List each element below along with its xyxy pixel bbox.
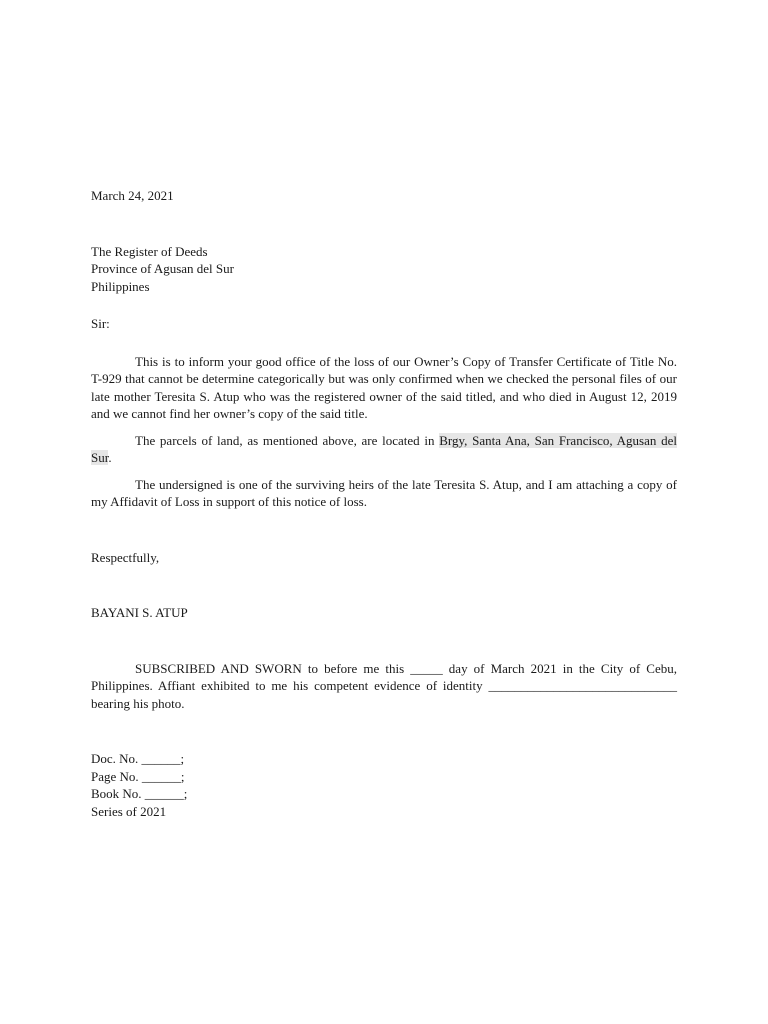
spacer: [91, 511, 677, 549]
spacer: [91, 205, 677, 243]
body-paragraph-1: This is to inform your good office of the loss of our Owner’s Copy of Transfer Certificate of Title No. T-929 that cannot be determine categorically but was only confirmed when we checked the personal files of our late mother Teresita S. Atup who was the registered owner of the said titled, and who died in August 12, 2019 and we cannot find her owner’s copy of the said title.: [91, 353, 677, 421]
jurat-paragraph: SUBSCRIBED AND SWORN to before me this _____ day of March 2021 in the City of Cebu, Philippines. Affiant exhibited to me his competent evidence of identity _____________________________ bearing his photo.: [91, 660, 677, 711]
addressee-line-1: The Register of Deeds: [91, 243, 208, 259]
letter-date: March 24, 2021: [91, 188, 174, 203]
spacer: [91, 566, 677, 604]
paragraph-2-lead: The parcels of land, as mentioned above, are located in: [135, 432, 440, 448]
paragraph-2-tail: .: [108, 450, 112, 465]
addressee-block: [91, 243, 677, 296]
notarial-register: [91, 750, 677, 820]
spacer: [91, 423, 677, 432]
letter-document: [91, 187, 677, 820]
spacer: [91, 333, 677, 353]
spacer: [91, 295, 677, 315]
spacer: [91, 712, 677, 750]
addressee-line-2: Province of Agusan del Sur: [91, 261, 234, 276]
signatory-name: BAYANI S. ATUP: [91, 605, 188, 620]
spacer: [91, 622, 677, 660]
doc-no: Doc. No. ______;: [91, 751, 185, 766]
series: Series of 2021: [91, 803, 167, 819]
body-paragraph-2: [91, 432, 677, 467]
body-paragraph-3: The undersigned is one of the surviving heirs of the late Teresita S. Atup, and I am attaching a copy of my Affidavit of Loss in support of this notice of loss.: [91, 476, 677, 509]
page-no: Page No. ______;: [91, 768, 185, 784]
spacer: [91, 467, 677, 476]
highlighted-location: Brgy, Santa Ana, San Francisco, Agusan del Sur: [91, 432, 677, 465]
salutation: Sir:: [91, 316, 110, 331]
book-no: Book No. ______;: [91, 786, 188, 801]
addressee-line-3: Philippines: [91, 278, 150, 294]
closing: Respectfully,: [91, 549, 160, 565]
